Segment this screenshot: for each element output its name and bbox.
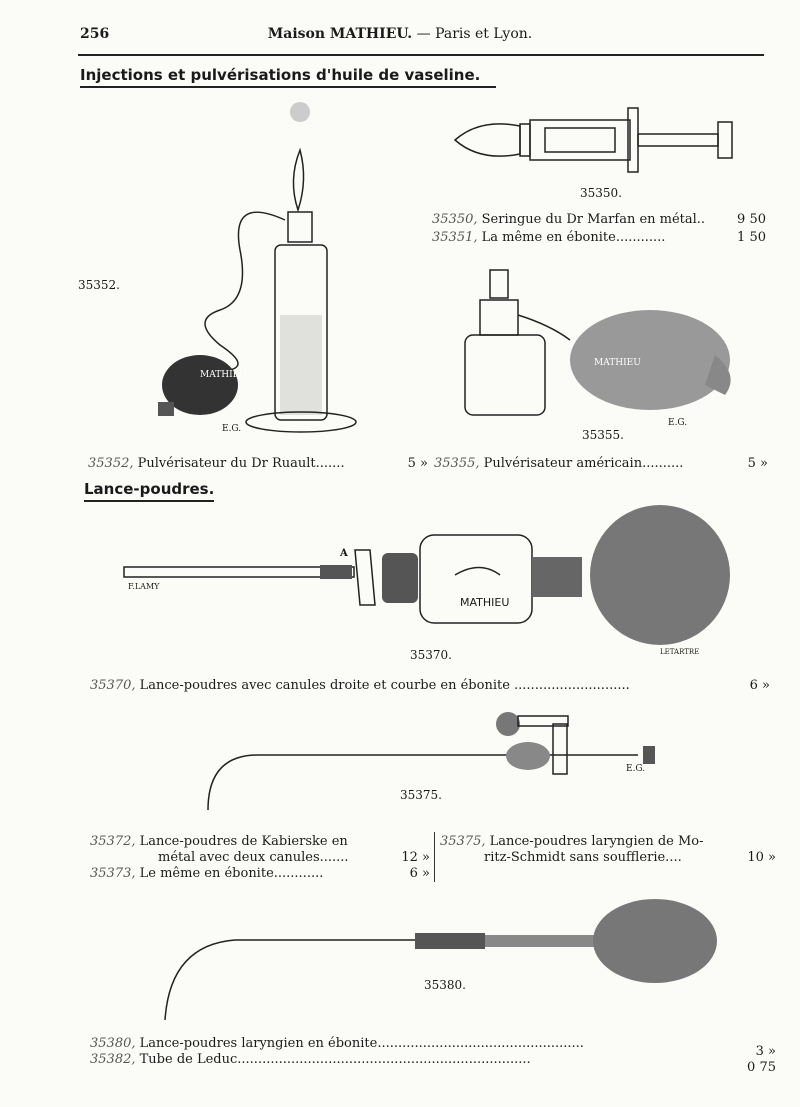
item-35352 — [88, 456, 345, 471]
powder-blower-35380-illustration — [155, 895, 725, 1030]
fig-label-35355: 35355. — [582, 428, 624, 442]
header-rule — [78, 54, 764, 56]
powder-blower-35370-illustration — [120, 505, 740, 655]
item-desc: Tube de Leduc....................................................................... — [139, 1052, 531, 1067]
fig-label-35350: 35350. — [580, 186, 622, 200]
item-price-35355: 5 » — [747, 456, 768, 471]
fig-label-35352: 35352. — [78, 278, 120, 292]
fig-label-35380: 35380. — [424, 978, 466, 992]
item-35375-cont: ritz-Schmidt sans soufflerie.... — [484, 850, 682, 865]
item-ref: 35352, — [88, 456, 134, 471]
engraver-mark-35355: E.G. — [668, 418, 688, 428]
ruault-sprayer-illustration — [150, 100, 370, 440]
item-35375 — [440, 834, 704, 849]
section-underline-injections — [80, 86, 496, 88]
item-35372 — [90, 834, 348, 849]
item-desc: Le même en ébonite............ — [139, 866, 324, 881]
item-desc: Lance-poudres avec canules droite et courbe en ébonite ............................ — [139, 678, 630, 693]
item-ref: 35373, — [90, 866, 136, 881]
section-underline-lance-poudres — [84, 500, 214, 502]
item-35372-cont: métal avec deux canules....... — [158, 850, 349, 865]
bulb-engraving-35355: MATHIEU — [594, 358, 641, 368]
item-35370 — [90, 678, 630, 693]
item-price-35373: 6 » — [409, 866, 430, 881]
item-35373 — [90, 866, 323, 881]
item-35350 — [432, 212, 705, 227]
item-price-35380: 3 » — [755, 1044, 776, 1059]
item-price-35352: 5 » — [407, 456, 428, 471]
fig-label-35370: 35370. — [410, 648, 452, 662]
page-header — [0, 26, 800, 42]
item-35355 — [434, 456, 683, 471]
item-price-35351: 1 50 — [737, 230, 766, 245]
item-ref: 35382, — [90, 1052, 136, 1067]
item-ref: 35355, — [434, 456, 480, 471]
header-location: — Paris et Lyon. — [412, 26, 533, 42]
bulb-engraving: MATHIEU — [200, 370, 247, 380]
american-sprayer-illustration — [460, 265, 745, 425]
engraver-mark-35352: E.G. — [222, 424, 242, 434]
item-desc: Lance-poudres de Kabierske en — [139, 834, 348, 849]
item-price-35382: 0 75 — [747, 1060, 776, 1075]
item-ref: 35350, — [432, 212, 478, 227]
item-desc: Lance-poudres laryngien en ébonite.................................................. — [139, 1036, 584, 1051]
powder-blower-35375-illustration — [198, 710, 663, 820]
section-title-lance-poudres: Lance-poudres. — [84, 480, 215, 498]
page-number: 256 — [80, 26, 110, 42]
item-desc: Pulvérisateur américain.......... — [483, 456, 684, 471]
item-price-35372: 12 » — [401, 850, 430, 865]
mathieu-label: MATHIEU — [460, 596, 510, 609]
item-desc: La même en ébonite............ — [481, 230, 666, 245]
syringe-illustration — [450, 100, 750, 180]
section-title-injections: Injections et pulvérisations d'huile de vaseline. — [80, 66, 481, 84]
item-price-35350: 9 50 — [737, 212, 766, 227]
fig-label-35375: 35375. — [400, 788, 442, 802]
item-ref: 35375, — [440, 834, 486, 849]
item-desc: Lance-poudres laryngien de Mo- — [489, 834, 704, 849]
engraver-mark-letartre: LETARTRE — [660, 648, 700, 656]
item-price-35370: 6 » — [749, 678, 770, 693]
header-brand: Maison MATHIEU. — [267, 26, 413, 42]
item-ref: 35351, — [432, 230, 478, 245]
engraver-mark-lamy: F.LAMY — [128, 582, 160, 591]
item-ref: 35380, — [90, 1036, 136, 1051]
item-ref: 35372, — [90, 834, 136, 849]
part-label-a: A — [340, 548, 348, 559]
item-desc: Seringue du Dr Marfan en métal.. — [481, 212, 706, 227]
item-35382 — [90, 1052, 531, 1067]
item-35351 — [432, 230, 665, 245]
item-ref: 35370, — [90, 678, 136, 693]
engraver-mark-35375: E.G. — [626, 764, 646, 774]
column-divider — [434, 832, 435, 882]
item-35380 — [90, 1036, 584, 1051]
item-desc: Pulvérisateur du Dr Ruault....... — [137, 456, 345, 471]
item-price-35375: 10 » — [747, 850, 776, 865]
